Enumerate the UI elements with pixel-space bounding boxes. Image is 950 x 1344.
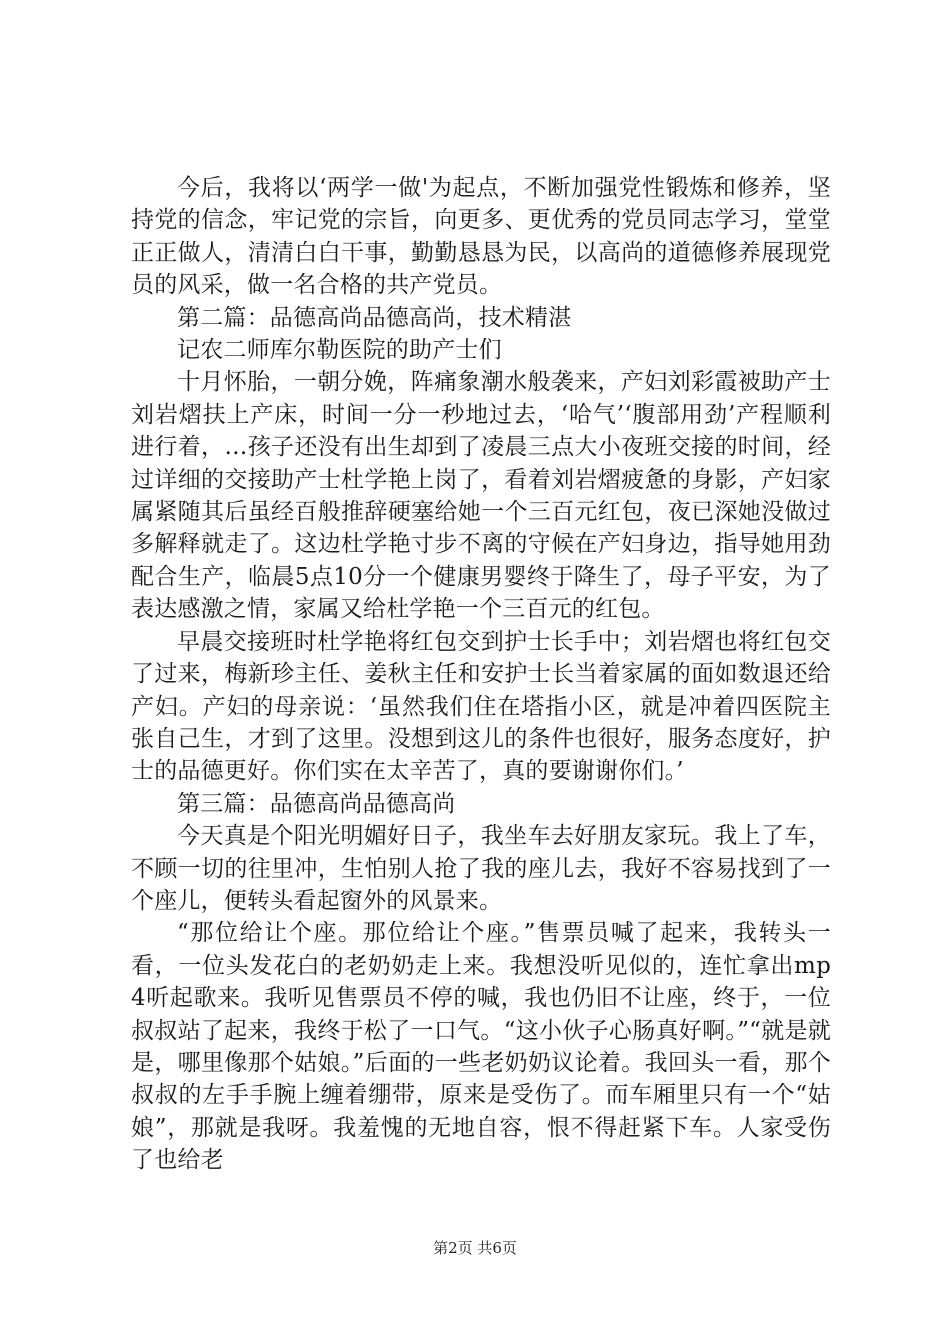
section-heading-part-three: 第三篇：品德高尚品德高尚 (177, 790, 456, 817)
section-heading-part-two: 第二篇：品德高尚品德高尚，技术精湛 (177, 304, 572, 331)
document-body (131, 172, 831, 1177)
page-footer (0, 1238, 950, 1258)
page-number: 第2页 (433, 1239, 473, 1257)
paragraph-red-envelope-returned: 早晨交接班时杜学艳将红包交到护士长手中；刘岩熠也将红包交了过来，梅新珍主任、姜秋主任和安护士长当着家属的面如数退还给产妇。产妇的母亲说：‘虽然我们住在塔指小区，就是冲着四医院主张自己生，才到了这里。没想到这儿的条件也很好，服务态度好，护士的品德更好。你们实在太辛苦了，真的要谢谢你们。’ (131, 628, 831, 785)
paragraph-delivery-story: 十月怀胎，一朝分娩，阵痛象潮水般袭来，产妇刘彩霞被助产士刘岩熠扶上产床，时间一分一秒地过去，‘哈气’‘腹部用劲’产程顺利进行着，…孩子还没有出生却到了凌晨三点大小夜班交接的时间，经过详细的交接助产士杜学艳上岗了，看着刘岩熠疲惫的身影，产妇家属紧随其后虽经百般推辞硬塞给她一个三百元红包，夜已深她没做过多解释就走了。这边杜学艳寸步不离的守候在产妇身边，指导她用劲配合生产，临晨5点10分一个健康男婴终于降生了，母子平安，为了表达感激之情，家属又给杜学艳一个三百元的红包。 (131, 369, 831, 623)
paragraph-closing-remarks: 今后，我将以‘两学一做'为起点，不断加强党性锻炼和修养，坚持党的信念，牢记党的宗旨，向更多、更优秀的党员同志学习，堂堂正正做人，清清白白干事，勤勤恳恳为民，以高尚的道德修养展现党员的风采，做一名合格的共产党员。 (131, 175, 831, 299)
section-subheading-midwives: 记农二师库尔勒医院的助产士们 (177, 337, 502, 364)
paragraph-bus-ride: 今天真是个阳光明媚好日子，我坐车去好朋友家玩。我上了车，不顾一切的往里冲，生怕别人抢了我的座儿去，我好不容易找到了一个座儿，便转头看起窗外的风景来。 (131, 823, 831, 914)
paragraph-give-up-seat: “那位给让个座。那位给让个座。”售票员喊了起来，我转头一看，一位头发花白的老奶奶走上来。我想没听见似的，连忙拿出mp4听起歌来。我听见售票员不停的喊，我也仍旧不让座，终于，一位叔叔站了起来，我终于松了一口气。“这小伙子心肠真好啊。”“就是就是，哪里像那个姑娘。”后面的一些老奶奶议论着。我回头一看，那个叔叔的左手手腕上缠着绷带，原来是受伤了。而车厢里只有一个“姑娘”，那就是我呀。我羞愧的无地自容，恨不得赶紧下车。人家受伤了也给老 (131, 920, 831, 1174)
page-total: 共6页 (477, 1239, 517, 1257)
